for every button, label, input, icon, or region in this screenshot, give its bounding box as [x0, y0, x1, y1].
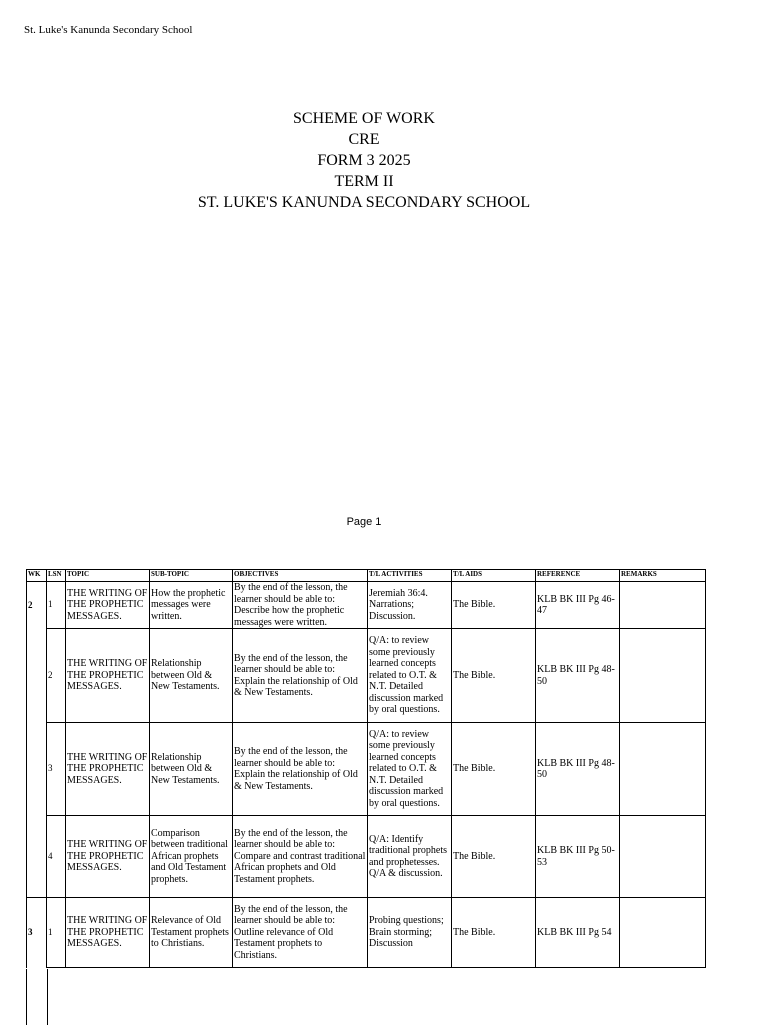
header-lsn: LSN: [47, 570, 66, 582]
header-subtopic: SUB-TOPIC: [150, 570, 233, 582]
cell-wk: [27, 723, 47, 816]
table-row: [27, 723, 706, 816]
cell-wk: [27, 629, 47, 723]
cell-lsn: 4: [47, 816, 66, 898]
header-topic: TOPIC: [66, 570, 150, 582]
title-line: SCHEME OF WORK: [293, 110, 435, 127]
cell-topic: THE WRITING OF THE PROPHETIC MESSAGES.: [66, 629, 150, 723]
cell-topic: THE WRITING OF THE PROPHETIC MESSAGES.: [66, 723, 150, 816]
title-line: ST. LUKE'S KANUNDA SECONDARY SCHOOL: [197, 194, 531, 211]
cell-reference: KLB BK III Pg 46-47: [536, 582, 620, 629]
table-row: [27, 582, 706, 629]
header-activities: T/L ACTIVITIES: [368, 570, 452, 582]
cell-aids: The Bible.: [452, 582, 536, 629]
cell-subtopic: How the prophetic messages were written.: [150, 582, 233, 629]
cell-remarks: [620, 629, 706, 723]
table-row: [27, 898, 706, 968]
cell-subtopic: Relevance of Old Testament prophets to Christians.: [150, 898, 233, 968]
cell-remarks: [620, 582, 706, 629]
cell-activities: Q/A: to review some previously learned concepts related to O.T. & N.T. Detailed discussion marked by oral questions.: [368, 723, 452, 816]
cell-remarks: [620, 816, 706, 898]
cell-aids: The Bible.: [452, 898, 536, 968]
header-aids: T/L AIDS: [452, 570, 536, 582]
header-reference: REFERENCE: [536, 570, 620, 582]
page-number: Page 1: [346, 516, 382, 528]
cell-remarks: [620, 723, 706, 816]
title-line: CRE: [348, 131, 380, 148]
cell-reference: KLB BK III Pg 48-50: [536, 723, 620, 816]
cell-topic: THE WRITING OF THE PROPHETIC MESSAGES.: [66, 816, 150, 898]
cell-objectives: By the end of the lesson, the learner should be able to: Explain the relationship of Old & New Testaments.: [233, 723, 368, 816]
cell-lsn: 3: [47, 723, 66, 816]
cell-topic: THE WRITING OF THE PROPHETIC MESSAGES.: [66, 898, 150, 968]
scheme-of-work-table: [26, 569, 706, 968]
cell-activities: Jeremiah 36:4. Narrations; Discussion.: [368, 582, 452, 629]
cell-lsn: 1: [47, 898, 66, 968]
cell-wk: 2: [27, 582, 47, 629]
header-objectives: OBJECTIVES: [233, 570, 368, 582]
page-header-school: St. Luke's Kanunda Secondary School: [24, 24, 193, 36]
cell-activities: Probing questions; Brain storming; Discussion: [368, 898, 452, 968]
cell-subtopic: Comparison between traditional African prophets and Old Testament prophets.: [150, 816, 233, 898]
table-continuation-border: [26, 969, 48, 1025]
cell-subtopic: Relationship between Old & New Testaments.: [150, 629, 233, 723]
cell-reference: KLB BK III Pg 54: [536, 898, 620, 968]
cell-aids: The Bible.: [452, 723, 536, 816]
table-row: [27, 816, 706, 898]
cell-topic: THE WRITING OF THE PROPHETIC MESSAGES.: [66, 582, 150, 629]
header-remarks: REMARKS: [620, 570, 706, 582]
cell-objectives: By the end of the lesson, the learner should be able to: Outline relevance of Old Testament prophets to Christians.: [233, 898, 368, 968]
cell-wk: 3: [27, 898, 47, 968]
cell-objectives: By the end of the lesson, the learner should be able to: Describe how the prophetic messages were written.: [233, 582, 368, 629]
cell-activities: Q/A: to review some previously learned concepts related to O.T. & N.T. Detailed discussion marked by oral questions.: [368, 629, 452, 723]
cell-wk: [27, 816, 47, 898]
title-line: TERM II: [334, 173, 394, 190]
cell-objectives: By the end of the lesson, the learner should be able to: Explain the relationship of Old & New Testaments.: [233, 629, 368, 723]
cell-reference: KLB BK III Pg 48-50: [536, 629, 620, 723]
title-line: FORM 3 2025: [317, 152, 411, 169]
cell-reference: KLB BK III Pg 50-53: [536, 816, 620, 898]
cell-aids: The Bible.: [452, 816, 536, 898]
cell-lsn: 1: [47, 582, 66, 629]
cell-objectives: By the end of the lesson, the learner should be able to: Compare and contrast traditional African prophets and Old Testament prophets.: [233, 816, 368, 898]
document-title: [0, 108, 728, 213]
cell-aids: The Bible.: [452, 629, 536, 723]
cell-remarks: [620, 898, 706, 968]
cell-subtopic: Relationship between Old & New Testaments.: [150, 723, 233, 816]
table-header-row: [27, 570, 706, 582]
header-wk: WK: [27, 570, 47, 582]
cell-lsn: 2: [47, 629, 66, 723]
cell-activities: Q/A: Identify traditional prophets and prophetesses. Q/A & discussion.: [368, 816, 452, 898]
table-row: [27, 629, 706, 723]
